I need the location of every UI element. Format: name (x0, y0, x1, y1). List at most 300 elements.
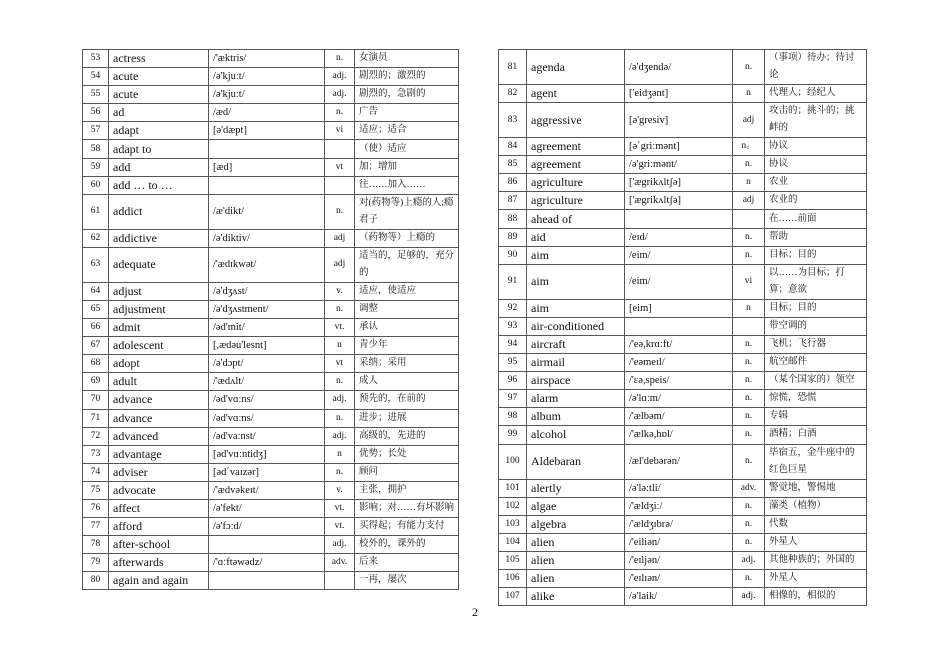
table-row (83, 158, 459, 176)
entry-word: aim (527, 299, 625, 317)
row-number: 98 (499, 408, 527, 426)
table-row (499, 551, 867, 569)
table-row (499, 246, 867, 264)
entry-part-of-speech: n. (325, 50, 355, 68)
table-row (499, 335, 867, 353)
entry-word: advocate (109, 481, 209, 499)
row-number: 55 (83, 86, 109, 104)
table-row (499, 299, 867, 317)
entry-word: addict (109, 194, 209, 229)
row-number: 103 (499, 515, 527, 533)
row-number: 105 (499, 551, 527, 569)
entry-part-of-speech: adj. (733, 551, 765, 569)
table-row (83, 247, 459, 282)
table-row (83, 554, 459, 572)
row-number: 84 (499, 138, 527, 156)
table-row (499, 174, 867, 192)
row-number: 107 (499, 588, 527, 606)
table-row (499, 569, 867, 587)
entry-word: ahead of (527, 210, 625, 228)
entry-part-of-speech: n. (733, 497, 765, 515)
entry-meaning: 适应；适合 (355, 122, 459, 140)
entry-part-of-speech: n. (733, 335, 765, 353)
table-row (83, 427, 459, 445)
entry-meaning: 青少年 (355, 337, 459, 355)
entry-part-of-speech: vt (325, 158, 355, 176)
entry-pronunciation: /'eə,krɑːft/ (625, 335, 733, 353)
entry-part-of-speech (325, 140, 355, 158)
row-number: 63 (83, 247, 109, 282)
entry-meaning: 一再，屡次 (355, 572, 459, 590)
entry-part-of-speech: adj (325, 229, 355, 247)
entry-meaning: 顾问 (355, 463, 459, 481)
entry-part-of-speech: n. (733, 444, 765, 479)
entry-part-of-speech: n. (733, 156, 765, 174)
row-number: 69 (83, 373, 109, 391)
entry-meaning: 农业 (765, 174, 867, 192)
entry-part-of-speech: vt. (325, 499, 355, 517)
entry-word: aid (527, 228, 625, 246)
row-number: 66 (83, 319, 109, 337)
entry-word: acute (109, 68, 209, 86)
table-row (499, 192, 867, 210)
entry-pronunciation: /ə'kjuːt/ (209, 68, 325, 86)
entry-word: advance (109, 391, 209, 409)
entry-word: actress (109, 50, 209, 68)
row-number: 85 (499, 156, 527, 174)
entry-part-of-speech: adv. (733, 479, 765, 497)
row-number: 53 (83, 50, 109, 68)
entry-meaning: （某个国家的）领空 (765, 372, 867, 390)
vocab-table-left (82, 49, 459, 590)
entry-pronunciation: /eim/ (625, 246, 733, 264)
table-row (83, 300, 459, 318)
entry-pronunciation: /ə'dʒʌstment/ (209, 300, 325, 318)
entry-meaning: 代数 (765, 515, 867, 533)
table-row (499, 497, 867, 515)
entry-pronunciation: [əd'vɑːntidʒ] (209, 445, 325, 463)
row-number: 78 (83, 536, 109, 554)
entry-part-of-speech: n. (325, 300, 355, 318)
row-number: 99 (499, 426, 527, 444)
entry-meaning: 酒精；白酒 (765, 426, 867, 444)
entry-meaning: 优势；长处 (355, 445, 459, 463)
entry-pronunciation: /ə'lɑːm/ (625, 390, 733, 408)
row-number: 94 (499, 335, 527, 353)
entry-word: adviser (109, 463, 209, 481)
row-number: 89 (499, 228, 527, 246)
entry-part-of-speech: adj. (325, 536, 355, 554)
entry-meaning: 适当的，足够的，充分的 (355, 247, 459, 282)
entry-pronunciation: /æl'debərən/ (625, 444, 733, 479)
entry-word: adolescent (109, 337, 209, 355)
entry-pronunciation: /ə'dʒendə/ (625, 50, 733, 85)
row-number: 90 (499, 246, 527, 264)
entry-meaning: （药物等）上瘾的 (355, 229, 459, 247)
table-row (83, 409, 459, 427)
table-row (499, 156, 867, 174)
entry-word: airmail (527, 354, 625, 372)
entry-part-of-speech: adj. (733, 588, 765, 606)
table-row (83, 481, 459, 499)
row-number: 71 (83, 409, 109, 427)
entry-word: agenda (527, 50, 625, 85)
entry-word: advance (109, 409, 209, 427)
table-row (83, 518, 459, 536)
entry-word: adapt (109, 122, 209, 140)
row-number: 96 (499, 372, 527, 390)
entry-meaning: 影响；对……有坏影响 (355, 499, 459, 517)
entry-meaning: 校外的，课外的 (355, 536, 459, 554)
entry-pronunciation: /æ'dikt/ (209, 194, 325, 229)
entry-pronunciation: /əd'vɑːns/ (209, 391, 325, 409)
entry-pronunciation: /'ældʒɪbrə/ (625, 515, 733, 533)
entry-pronunciation (209, 140, 325, 158)
entry-pronunciation: /'ælbəm/ (625, 408, 733, 426)
table-row (83, 122, 459, 140)
entry-meaning: 后来 (355, 554, 459, 572)
entry-word: algebra (527, 515, 625, 533)
entry-pronunciation: [ə'gresiv] (625, 103, 733, 138)
table-row (83, 68, 459, 86)
entry-word: add (109, 158, 209, 176)
entry-meaning: 在……前面 (765, 210, 867, 228)
entry-pronunciation: /'eɪljən/ (625, 551, 733, 569)
entry-part-of-speech: n. (733, 228, 765, 246)
row-number: 68 (83, 355, 109, 373)
page-number: 2 (472, 605, 478, 619)
entry-word: aim (527, 264, 625, 299)
entry-word: adequate (109, 247, 209, 282)
entry-pronunciation: /eim/ (625, 264, 733, 299)
entry-part-of-speech: n (325, 445, 355, 463)
entry-pronunciation: [ə΄griːmənt] (625, 138, 733, 156)
row-number: 67 (83, 337, 109, 355)
row-number: 86 (499, 174, 527, 192)
entry-part-of-speech: n. (733, 354, 765, 372)
entry-part-of-speech: n. (733, 408, 765, 426)
entry-pronunciation: /ə'dɔpt/ (209, 355, 325, 373)
table-row (83, 572, 459, 590)
entry-meaning: 协议 (765, 138, 867, 156)
entry-part-of-speech: n (733, 85, 765, 103)
table-row (499, 444, 867, 479)
table-row (499, 50, 867, 85)
row-number: 95 (499, 354, 527, 372)
entry-word: alertly (527, 479, 625, 497)
table-row (499, 317, 867, 335)
entry-word: again and again (109, 572, 209, 590)
entry-part-of-speech: n. (733, 50, 765, 85)
row-number: 61 (83, 194, 109, 229)
table-row (83, 229, 459, 247)
entry-pronunciation: /eɪd/ (625, 228, 733, 246)
vocab-table-right-body (499, 50, 867, 606)
entry-meaning: 协议 (765, 156, 867, 174)
entry-meaning: 代理人；经纪人 (765, 85, 867, 103)
table-row (83, 355, 459, 373)
entry-word: aggressive (527, 103, 625, 138)
row-number: 59 (83, 158, 109, 176)
entry-pronunciation: /ə'laik/ (625, 588, 733, 606)
entry-pronunciation: /ə'diktiv/ (209, 229, 325, 247)
entry-meaning: 飞机；飞行器 (765, 335, 867, 353)
entry-word: alien (527, 551, 625, 569)
table-row (499, 390, 867, 408)
row-number: 75 (83, 481, 109, 499)
row-number: 76 (83, 499, 109, 517)
entry-meaning: 相像的，相似的 (765, 588, 867, 606)
table-row (83, 463, 459, 481)
row-number: 62 (83, 229, 109, 247)
entry-pronunciation: /ə'griːmənt/ (625, 156, 733, 174)
entry-meaning: 帮助 (765, 228, 867, 246)
entry-word: algae (527, 497, 625, 515)
entry-meaning: 目标；目的 (765, 299, 867, 317)
row-number: 91 (499, 264, 527, 299)
entry-word: agriculture (527, 174, 625, 192)
table-row (499, 103, 867, 138)
entry-meaning: 目标；目的 (765, 246, 867, 264)
table-row (83, 104, 459, 122)
entry-pronunciation: /ə'kjuːt/ (209, 86, 325, 104)
entry-part-of-speech: n. (733, 426, 765, 444)
entry-pronunciation: /'ɑːftəwədz/ (209, 554, 325, 572)
entry-part-of-speech: adj. (325, 391, 355, 409)
entry-part-of-speech: n. (733, 569, 765, 587)
entry-word: agriculture (527, 192, 625, 210)
table-row (83, 194, 459, 229)
entry-part-of-speech (733, 317, 765, 335)
row-number: 82 (499, 85, 527, 103)
entry-pronunciation: /'ælkə,hɒl/ (625, 426, 733, 444)
row-number: 64 (83, 282, 109, 300)
entry-pronunciation (209, 176, 325, 194)
entry-pronunciation: [əd΄vaɪzər] (209, 463, 325, 481)
row-number: 102 (499, 497, 527, 515)
entry-meaning: 农业的 (765, 192, 867, 210)
entry-part-of-speech: n. (325, 373, 355, 391)
table-row (83, 499, 459, 517)
entry-word: Aldebaran (527, 444, 625, 479)
entry-part-of-speech (325, 572, 355, 590)
entry-part-of-speech: n. (325, 104, 355, 122)
entry-meaning: 承认 (355, 319, 459, 337)
vocab-table-right (498, 49, 867, 606)
vocab-table-left-body (83, 50, 459, 590)
entry-part-of-speech: n. (325, 409, 355, 427)
row-number: 57 (83, 122, 109, 140)
entry-meaning: 成人 (355, 373, 459, 391)
row-number: 60 (83, 176, 109, 194)
entry-meaning: （使）适应 (355, 140, 459, 158)
row-number: 101 (499, 479, 527, 497)
entry-word: affect (109, 499, 209, 517)
entry-part-of-speech: n (733, 174, 765, 192)
entry-word: advanced (109, 427, 209, 445)
entry-part-of-speech: v. (325, 481, 355, 499)
table-row (83, 445, 459, 463)
row-number: 81 (499, 50, 527, 85)
entry-meaning: 藻类（植物） (765, 497, 867, 515)
entry-word: alcohol (527, 426, 625, 444)
entry-pronunciation (625, 210, 733, 228)
row-number: 92 (499, 299, 527, 317)
entry-meaning: 毕宿五，金牛座中的红色巨星 (765, 444, 867, 479)
table-row (83, 282, 459, 300)
entry-meaning: 外星人 (765, 569, 867, 587)
entry-meaning: 航空邮件 (765, 354, 867, 372)
table-row (499, 533, 867, 551)
row-number: 97 (499, 390, 527, 408)
entry-meaning: 预先的，在前的 (355, 391, 459, 409)
entry-part-of-speech (733, 210, 765, 228)
table-row (83, 391, 459, 409)
entry-word: addictive (109, 229, 209, 247)
entry-meaning: 主张，拥护 (355, 481, 459, 499)
entry-part-of-speech: n (733, 299, 765, 317)
entry-word: alarm (527, 390, 625, 408)
entry-pronunciation: ['ægrikʌltʃə] (625, 192, 733, 210)
table-row (83, 319, 459, 337)
entry-part-of-speech: adj. (325, 427, 355, 445)
entry-word: ad (109, 104, 209, 122)
entry-word: alien (527, 533, 625, 551)
entry-meaning: 带空调的 (765, 317, 867, 335)
entry-word: adapt to (109, 140, 209, 158)
row-number: 73 (83, 445, 109, 463)
entry-pronunciation: /əd'mit/ (209, 319, 325, 337)
table-row (83, 50, 459, 68)
entry-meaning: 外星人 (765, 533, 867, 551)
table-row (499, 228, 867, 246)
entry-pronunciation: /'ɛə,speis/ (625, 372, 733, 390)
table-row (499, 85, 867, 103)
entry-meaning: 警觉地，警惕地 (765, 479, 867, 497)
entry-pronunciation: [eim] (625, 299, 733, 317)
entry-part-of-speech: n. (325, 463, 355, 481)
entry-meaning: 高级的，先进的 (355, 427, 459, 445)
entry-meaning: 进步；进展 (355, 409, 459, 427)
row-number: 104 (499, 533, 527, 551)
row-number: 58 (83, 140, 109, 158)
entry-meaning: 剧烈的；激烈的 (355, 68, 459, 86)
entry-meaning: 采纳；采用 (355, 355, 459, 373)
entry-part-of-speech: vi (325, 122, 355, 140)
table-row (83, 140, 459, 158)
entry-meaning: 对(药物等)上瘾的人;瘾君子 (355, 194, 459, 229)
entry-meaning: 买得起；有能力支付 (355, 518, 459, 536)
row-number: 70 (83, 391, 109, 409)
entry-meaning: （事项）待办；待讨论 (765, 50, 867, 85)
table-row (499, 588, 867, 606)
entry-part-of-speech: adj (733, 103, 765, 138)
entry-word: air-conditioned (527, 317, 625, 335)
entry-pronunciation: /ə'fɔːd/ (209, 518, 325, 536)
entry-word: alike (527, 588, 625, 606)
row-number: 93 (499, 317, 527, 335)
row-number: 83 (499, 103, 527, 138)
row-number: 77 (83, 518, 109, 536)
entry-word: agreement (527, 138, 625, 156)
entry-meaning: 往……加入…… (355, 176, 459, 194)
entry-word: aircraft (527, 335, 625, 353)
entry-pronunciation: /'eiliən/ (625, 533, 733, 551)
entry-pronunciation: [æd] (209, 158, 325, 176)
entry-part-of-speech: n。 (733, 138, 765, 156)
row-number: 88 (499, 210, 527, 228)
entry-pronunciation: /ə'dʒʌst/ (209, 282, 325, 300)
entry-part-of-speech: adj (325, 247, 355, 282)
entry-meaning: 调整 (355, 300, 459, 318)
entry-meaning: 剧烈的，急剧的 (355, 86, 459, 104)
row-number: 74 (83, 463, 109, 481)
entry-word: acute (109, 86, 209, 104)
entry-meaning: 专辑 (765, 408, 867, 426)
row-number: 87 (499, 192, 527, 210)
table-row (499, 426, 867, 444)
entry-part-of-speech: adj. (325, 86, 355, 104)
entry-part-of-speech (325, 176, 355, 194)
entry-word: agent (527, 85, 625, 103)
entry-pronunciation: /əd'vaːnst/ (209, 427, 325, 445)
entry-meaning: 广告 (355, 104, 459, 122)
entry-part-of-speech: n. (733, 246, 765, 264)
entry-word: alien (527, 569, 625, 587)
entry-part-of-speech: adj. (325, 68, 355, 86)
entry-part-of-speech: vt. (325, 518, 355, 536)
entry-pronunciation: ['ægrikʌltʃə] (625, 174, 733, 192)
entry-part-of-speech: n (325, 337, 355, 355)
entry-meaning: 女演员 (355, 50, 459, 68)
table-row (499, 264, 867, 299)
entry-pronunciation: /'eɪlɪən/ (625, 569, 733, 587)
row-number: 54 (83, 68, 109, 86)
entry-pronunciation (625, 317, 733, 335)
entry-pronunciation: /'ædvəkeɪt/ (209, 481, 325, 499)
entry-part-of-speech: adj (733, 192, 765, 210)
entry-pronunciation: [,ædəu'lesnt] (209, 337, 325, 355)
table-row (83, 86, 459, 104)
entry-word: afford (109, 518, 209, 536)
entry-word: album (527, 408, 625, 426)
entry-meaning: 加；增加 (355, 158, 459, 176)
entry-part-of-speech: v. (325, 282, 355, 300)
entry-part-of-speech: n. (733, 533, 765, 551)
entry-pronunciation: /'ædʌlt/ (209, 373, 325, 391)
table-row (499, 138, 867, 156)
entry-pronunciation (209, 536, 325, 554)
table-row (83, 536, 459, 554)
entry-word: afterwards (109, 554, 209, 572)
entry-word: adopt (109, 355, 209, 373)
entry-pronunciation: /ə'lə:tli/ (625, 479, 733, 497)
table-row (499, 408, 867, 426)
entry-meaning: 惊慌，恐慌 (765, 390, 867, 408)
table-row (83, 373, 459, 391)
row-number: 80 (83, 572, 109, 590)
entry-part-of-speech: n. (733, 372, 765, 390)
entry-pronunciation: /æd/ (209, 104, 325, 122)
entry-meaning: 以……为目标；打算；意欲 (765, 264, 867, 299)
entry-part-of-speech: n. (325, 194, 355, 229)
entry-word: airspace (527, 372, 625, 390)
entry-pronunciation: /əd'vɑːns/ (209, 409, 325, 427)
entry-pronunciation: /'eəmeɪl/ (625, 354, 733, 372)
row-number: 56 (83, 104, 109, 122)
entry-part-of-speech: vt (325, 355, 355, 373)
row-number: 100 (499, 444, 527, 479)
